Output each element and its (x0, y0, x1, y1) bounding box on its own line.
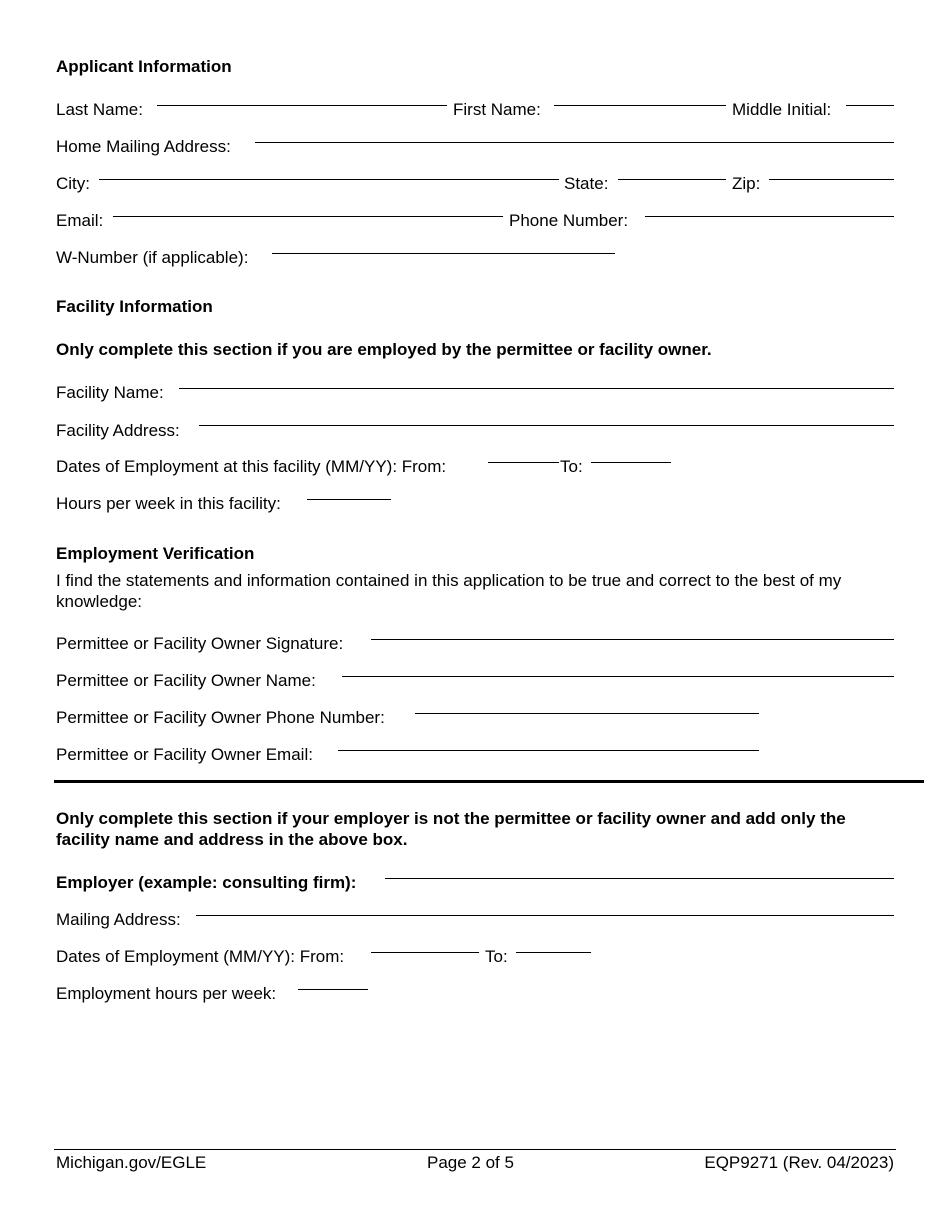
middle-initial-label: Middle Initial: (732, 100, 832, 119)
facility-hours-label: Hours per week in this facility: (56, 494, 281, 513)
employer-mailing-field[interactable] (196, 915, 894, 916)
footer-website: Michigan.gov/EGLE (56, 1153, 207, 1172)
facility-from-field[interactable] (488, 462, 559, 463)
zip-label: Zip: (732, 174, 761, 193)
zip-field[interactable] (769, 179, 894, 180)
first-name-field[interactable] (554, 105, 726, 106)
owner-phone-label: Permittee or Facility Owner Phone Number: (56, 708, 385, 727)
facility-name-field[interactable] (179, 388, 894, 389)
phone-field[interactable] (645, 216, 894, 217)
wnumber-label: W-Number (if applicable): (56, 248, 249, 267)
facility-heading: Facility Information (56, 297, 213, 316)
section-divider (54, 780, 924, 783)
employer-from-field[interactable] (371, 952, 479, 953)
verification-heading: Employment Verification (56, 544, 255, 563)
state-field[interactable] (618, 179, 726, 180)
facility-dates-label: Dates of Employment at this facility (MM/YY): From: (56, 457, 447, 476)
phone-label: Phone Number: (509, 211, 629, 230)
employer-to-label: To: (485, 947, 508, 966)
employer-mailing-label: Mailing Address: (56, 910, 181, 929)
facility-instruction: Only complete this section if you are employed by the permittee or facility owner. (56, 340, 712, 359)
facility-address-label: Facility Address: (56, 421, 180, 440)
last-name-label: Last Name: (56, 100, 143, 119)
employer-field[interactable] (385, 878, 894, 879)
facility-hours-field[interactable] (307, 499, 391, 500)
facility-to-field[interactable] (591, 462, 671, 463)
verification-statement: I find the statements and information contained in this application to be true and correct to the best of my knowledge: (56, 571, 842, 611)
last-name-field[interactable] (157, 105, 447, 106)
footer-rule (54, 1149, 896, 1150)
wnumber-field[interactable] (272, 253, 615, 254)
state-label: State: (564, 174, 609, 193)
home-address-field[interactable] (255, 142, 894, 143)
employer-dates-label: Dates of Employment (MM/YY): From: (56, 947, 345, 966)
applicant-heading: Applicant Information (56, 57, 232, 76)
owner-signature-label: Permittee or Facility Owner Signature: (56, 634, 344, 653)
city-label: City: (56, 174, 90, 193)
employer-label: Employer (example: consulting firm): (56, 873, 357, 892)
employer-hours-label: Employment hours per week: (56, 984, 277, 1003)
owner-phone-field[interactable] (415, 713, 759, 714)
facility-address-field[interactable] (199, 425, 894, 426)
city-field[interactable] (99, 179, 559, 180)
owner-name-label: Permittee or Facility Owner Name: (56, 671, 316, 690)
first-name-label: First Name: (453, 100, 541, 119)
employer-instruction: Only complete this section if your employer is not the permittee or facility owner and add only the facility name and address in the above box. (56, 809, 846, 849)
owner-email-label: Permittee or Facility Owner Email: (56, 745, 313, 764)
email-field[interactable] (113, 216, 503, 217)
employer-to-field[interactable] (516, 952, 591, 953)
facility-to-label: To: (560, 457, 583, 476)
middle-initial-field[interactable] (846, 105, 894, 106)
home-address-label: Home Mailing Address: (56, 137, 231, 156)
footer-form-id: EQP9271 (Rev. 04/2023) (704, 1153, 894, 1172)
email-label: Email: (56, 211, 104, 230)
owner-signature-field[interactable] (371, 639, 894, 640)
owner-name-field[interactable] (342, 676, 894, 677)
facility-name-label: Facility Name: (56, 383, 164, 402)
footer-page-number: Page 2 of 5 (427, 1153, 514, 1172)
employer-hours-field[interactable] (298, 989, 368, 990)
owner-email-field[interactable] (338, 750, 759, 751)
